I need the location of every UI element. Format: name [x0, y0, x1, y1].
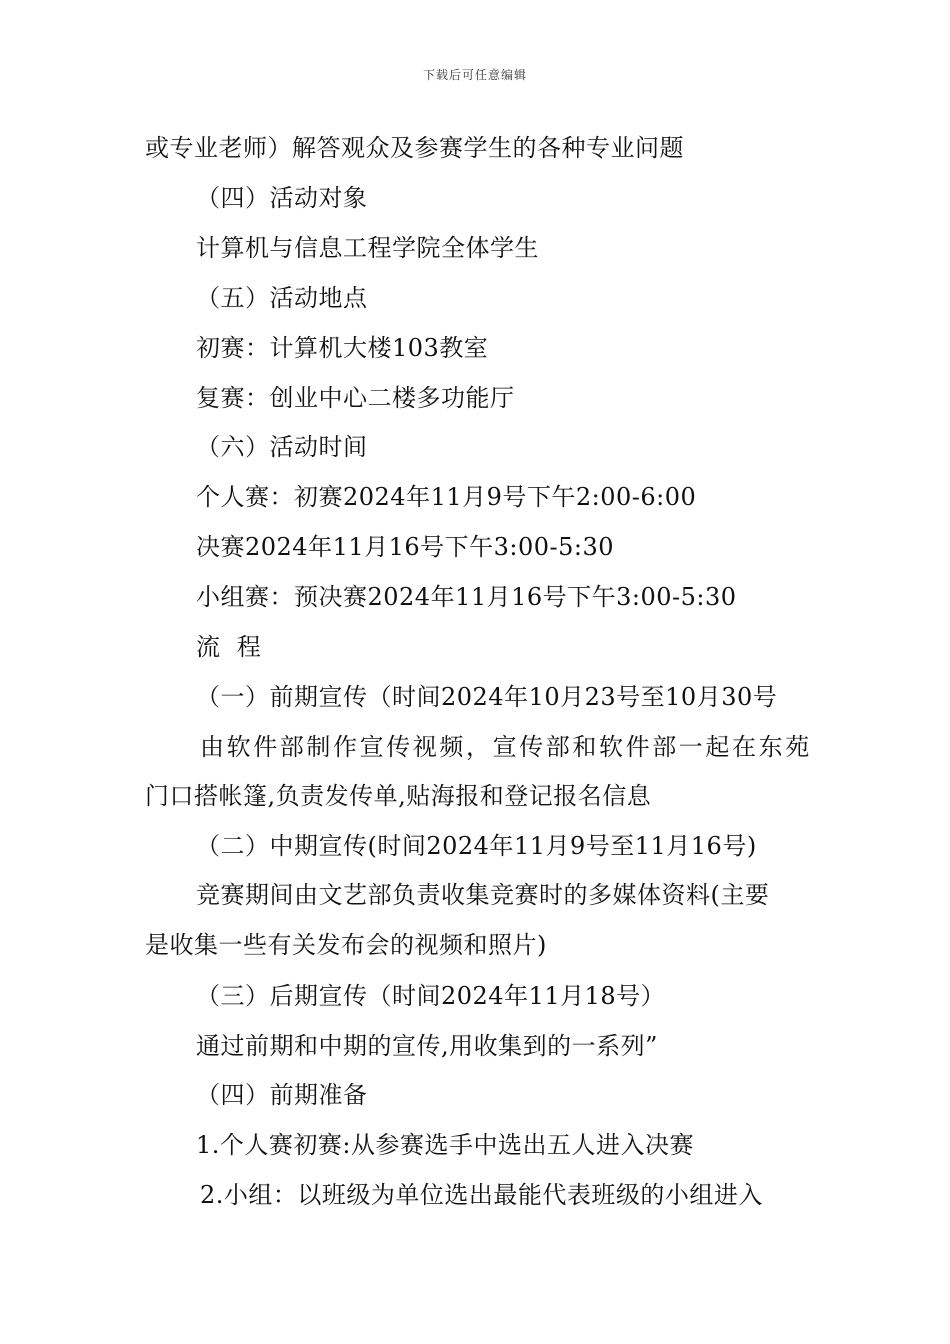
- text-line: 小组赛：预决赛2024年11月16号下午3:00-5:30: [196, 583, 737, 611]
- section-heading: （一）前期宣传（时间2024年10月23号至10月30号: [196, 683, 778, 711]
- text-line: 计算机与信息工程学院全体学生: [196, 234, 539, 262]
- text-line: 由软件部制作宣传视频，宣传部和软件部一起在东苑: [200, 733, 812, 761]
- text-line: 或专业老师）解答观众及参赛学生的各种专业问题: [145, 134, 684, 162]
- section-heading: （四）活动对象: [196, 184, 368, 212]
- section-heading: 流 程: [196, 633, 262, 661]
- text-line: 竞赛期间由文艺部负责收集竞赛时的多媒体资料(主要: [196, 881, 770, 909]
- section-heading: （四）前期准备: [196, 1081, 368, 1109]
- text-line: 门口搭帐篷,负责发传单,贴海报和登记报名信息: [145, 782, 652, 810]
- list-item: 2.小组：以班级为单位选出最能代表班级的小组进入: [200, 1181, 763, 1209]
- section-heading: （二）中期宣传(时间2024年11月9号至11月16号): [196, 832, 757, 860]
- list-item: 1.个人赛初赛:从参赛选手中选出五人进入决赛: [196, 1131, 694, 1159]
- section-heading: （五）活动地点: [196, 284, 368, 312]
- section-heading: （六）活动时间: [196, 433, 368, 461]
- text-line: 个人赛：初赛2024年11月9号下午2:00-6:00: [196, 483, 697, 511]
- text-line: 通过前期和中期的宣传,用收集到的一系列”: [196, 1032, 658, 1060]
- text-line: 复赛：创业中心二楼多功能厅: [196, 384, 515, 412]
- page-header: 下载后可任意编辑: [422, 68, 527, 82]
- text-line: 决赛2024年11月16号下午3:00-5:30: [196, 533, 615, 561]
- text-line: 是收集一些有关发布会的视频和照片): [145, 931, 547, 959]
- section-heading: （三）后期宣传（时间2024年11月18号）: [196, 982, 666, 1010]
- text-line: 初赛：计算机大楼103教室: [196, 334, 489, 362]
